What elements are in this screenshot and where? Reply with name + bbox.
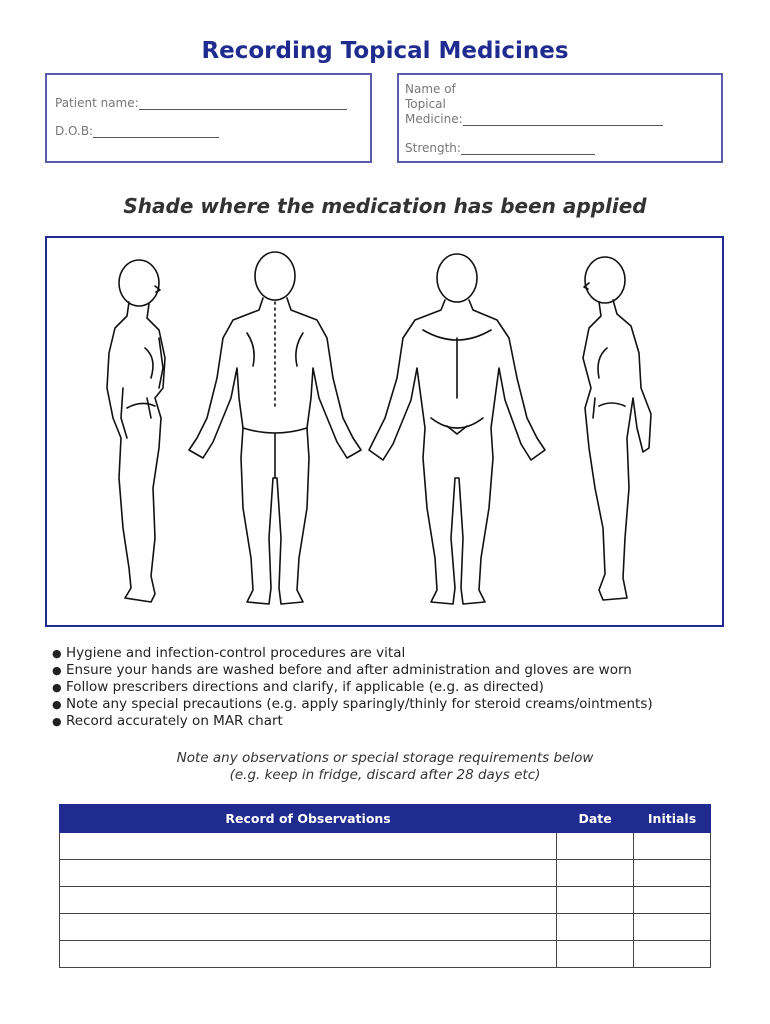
initials-cell[interactable] (634, 860, 711, 887)
date-cell[interactable] (557, 833, 634, 860)
patient-name-line[interactable] (139, 97, 347, 110)
list-item: ● Hygiene and infection-control procedures are vital (52, 645, 406, 661)
list-item: ● Note any special precautions (e.g. apply sparingly/thinly for steroid creams/ointments) (52, 696, 653, 712)
patient-details-box (45, 73, 372, 163)
date-cell[interactable] (557, 860, 634, 887)
column-header-observations: Record of Observations (60, 805, 557, 833)
body-left-side-view[interactable] (107, 260, 165, 602)
date-cell[interactable] (557, 941, 634, 968)
observations-table (59, 804, 711, 968)
column-header-initials: Initials (634, 805, 711, 833)
observation-cell[interactable] (60, 860, 557, 887)
observation-cell[interactable] (60, 833, 557, 860)
list-item: ● Record accurately on MAR chart (52, 713, 283, 729)
dob-label: D.O.B: (55, 124, 94, 138)
body-back-view[interactable] (189, 252, 361, 604)
instructions-list (52, 645, 653, 730)
strength-label: Strength: (405, 141, 461, 155)
observations-note-line2: (e.g. keep in fridge, discard after 28 days etc) (229, 767, 541, 783)
body-right-side-view[interactable] (583, 257, 651, 600)
table-row (60, 833, 711, 860)
date-cell[interactable] (557, 887, 634, 914)
initials-cell[interactable] (634, 887, 711, 914)
observation-cell[interactable] (60, 941, 557, 968)
observations-note-line1: Note any observations or special storage requirements below (176, 750, 594, 766)
list-item: ● Ensure your hands are washed before and after administration and gloves are worn (52, 662, 632, 678)
table-row (60, 914, 711, 941)
medicine-name-line[interactable] (463, 113, 663, 126)
medicine-label-line1: Name of (405, 82, 456, 96)
medicine-label-line2: Topical (405, 97, 446, 111)
strength-line[interactable] (461, 142, 595, 155)
table-row (60, 887, 711, 914)
initials-cell[interactable] (634, 941, 711, 968)
date-cell[interactable] (557, 914, 634, 941)
initials-cell[interactable] (634, 833, 711, 860)
body-map[interactable] (45, 236, 724, 627)
patient-name-label: Patient name: (55, 96, 139, 110)
table-row (60, 941, 711, 968)
shade-instruction: Shade where the medication has been applied (123, 194, 647, 218)
dob-field[interactable] (55, 124, 219, 138)
medicine-name-field[interactable] (405, 112, 663, 126)
list-item: ● Follow prescribers directions and clarify, if applicable (e.g. as directed) (52, 679, 544, 695)
medicine-details-box (397, 73, 723, 163)
page-title: Recording Topical Medicines (201, 38, 569, 64)
observation-cell[interactable] (60, 887, 557, 914)
strength-field[interactable] (405, 141, 595, 155)
observation-cell[interactable] (60, 914, 557, 941)
body-front-view[interactable] (369, 254, 545, 604)
table-header-row (60, 805, 711, 833)
medicine-name-label: Medicine: (405, 112, 463, 126)
patient-name-field[interactable] (55, 96, 347, 110)
dob-line[interactable] (93, 125, 219, 138)
column-header-date: Date (557, 805, 634, 833)
table-row (60, 860, 711, 887)
initials-cell[interactable] (634, 914, 711, 941)
